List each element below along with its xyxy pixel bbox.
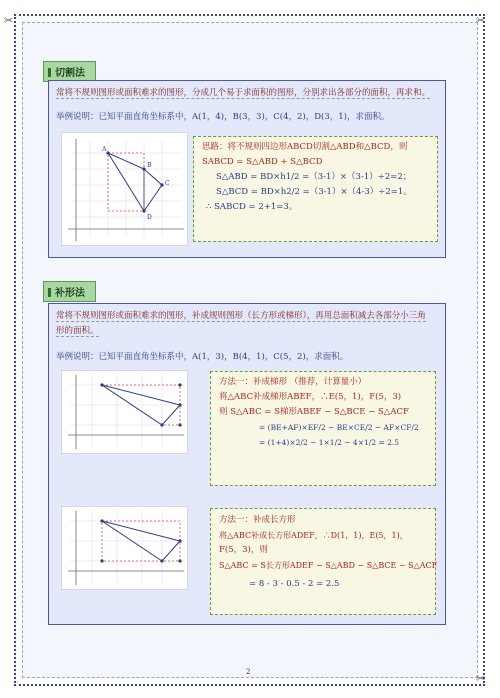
section-title-complement: 补形法 [43,281,96,302]
point-label: D [147,214,152,221]
scissor-icon: ✂ [476,672,486,685]
point-label: A [102,146,107,153]
rectangle-solution: 方法一：补成长方形 将△ABC补成长方形ADEF，∴D(1，1)，E(5，1)， F(5，3)，则 S△ABC = S长方形ADEF − S△ABD − S△BCE − S△ACF = 8 - 3 - 0.5 - 2 = 2.5 [210,508,436,615]
section-title-cutting: 切割法 [43,61,96,82]
title-bar-icon [48,68,51,77]
point-label: C [165,180,170,187]
rectangle-plot [62,507,187,589]
page-number: 2 [246,668,251,676]
point-label: B [147,162,152,169]
complement-example: 举例说明：已知平面直角坐标系中，A(1，3)，B(4，1)，C(5，2)，求面积。 [56,352,349,362]
cutting-example: 举例说明：已知平面直角坐标系中，A(1，4)，B(3，3)，C(4，2)，D(3，1)，求面积。 [56,112,390,122]
cutting-intro: 常将不规则图形或面积难求的图形，分成几个易于求面积的图形，分别求出各部分的面积，再求和。 [56,88,431,98]
scissor-icon: ✂ [476,14,486,27]
scissor-icon: ✂ [4,14,14,27]
rectangle-graph [61,506,188,590]
cutting-graph [61,132,188,246]
trapezoid-graph [61,370,188,454]
quadrilateral-plot [62,133,187,245]
trapezoid-plot [62,371,187,453]
cutting-solution: 思路：将不规则四边形ABCD切割△ABD和△BCD，则 SABCD = S△ABD + S△BCD S△ABD = BD×h1/2 =（3-1）×（3-1）÷2=2； S△BCD = BD×h2/2 =（3-1）×（4-3）÷2=1。 ∴ SABCD = 2+1=3。 [193,136,438,242]
trapezoid-solution: 方法一：补成梯形 （推荐，计算量小） 将△ABC补成梯形ABEF，∴E(5，1)，F(5，3) 则 S△ABC = S梯形ABEF − S△BCE − S△ACF = (BE+AF)×EF/2 − BE×CE/2 − AF×CF/2 = (1+4)×2/2 − 1×1/2 − 4×1/2 = 2.5 [210,371,436,486]
complement-intro: 常将不规则图形或面积难求的图形，补成规则图形（长方形或梯形），再用总面积减去各部分小三角 形的面积。 [56,311,426,336]
title-bar-icon [48,288,51,297]
